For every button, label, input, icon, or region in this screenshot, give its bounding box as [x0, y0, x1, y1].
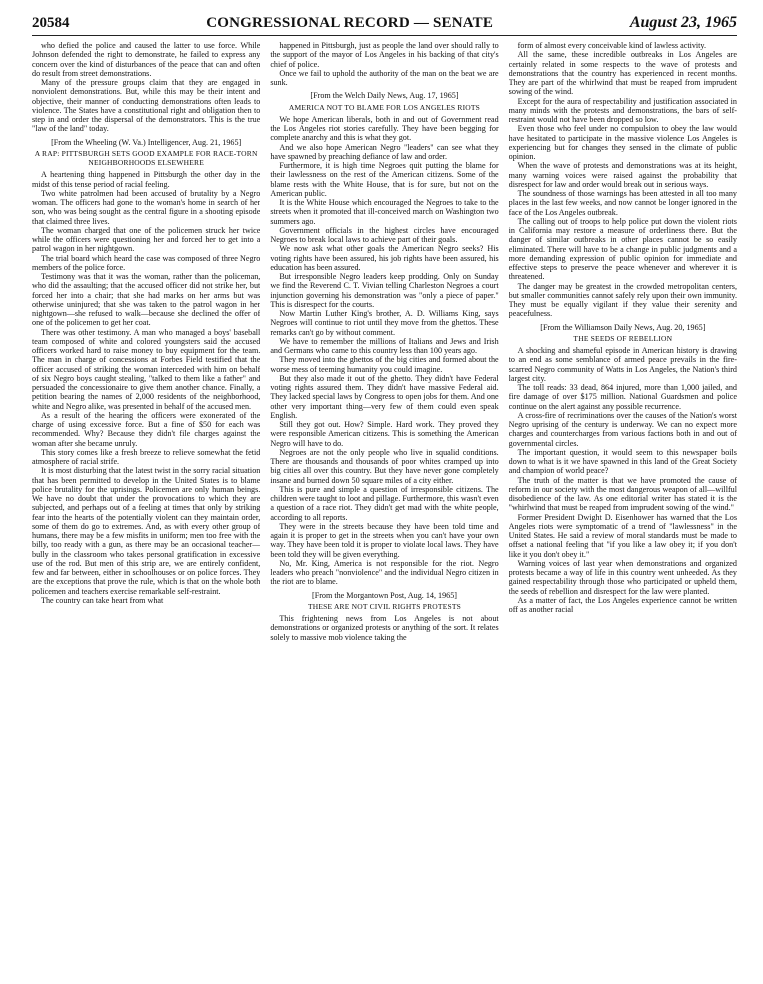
text-columns	[32, 41, 737, 976]
paragraph: The truth of the matter is that we have promoted the cause of reform in our society with the most dangerous weapon of all—willful disobedience of the law. As one editorial writer has stated it is the "whirlwind that must be reaped from imprudent sowing of the wind."	[508, 475, 737, 513]
issue-date: August 23, 1965	[629, 14, 737, 31]
page-number: 20584	[32, 15, 70, 31]
paragraph: The country can take heart from what	[41, 595, 164, 605]
paragraph: Testimony was that it was the woman, rather than the policeman, who did the assaulting; that the accused officer did not strike her, but forced her into a chair; that she had marks on her arms but was otherwise uninjured; that she was taken to the patrol wagon in her nightgown—she refused to walk—because she declined the offer of one of the policemen to get her coat.	[32, 272, 261, 328]
paragraph: This story comes like a fresh breeze to relieve somewhat the fetid atmosphere of racial strife.	[32, 447, 261, 466]
paragraph: A cross-fire of recriminations over the causes of the Nation's worst Negro uprising of the century is underway. We can no expect more charges and countercharges from various factions both in and out of governmental circles.	[508, 410, 737, 448]
paragraph: All the same, these incredible outbreaks in Los Angeles are certainly related in some respects to the wave of protests and demonstrations that the country has experienced in recent months. They are part of the whirlwind that must be reaped from imprudent sowing of the wind.	[508, 50, 737, 97]
source-citation: [From the Wheeling (W. Va.) Intelligencer, Aug. 21, 1965]	[51, 137, 242, 147]
paragraph: We hope American liberals, both in and out of Government read the Los Angeles riot stories carefully. They have been begging for complete anarchy and this is what they got.	[270, 114, 499, 143]
paragraph: The woman charged that one of the policemen struck her twice while the officers were questioning her and forced her to get into a patrol wagon in her nightgown.	[32, 225, 261, 254]
paragraph: The soundness of those warnings has been attested in all too many places in the last few weeks, and now cannot be longer ignored in the face of the Los Angeles outbreak.	[508, 189, 737, 217]
paragraph: And we also hope American Negro "leaders" can see what they have spawned by preaching defiance of law and order.	[270, 142, 499, 161]
paragraph: This is pure and simple a question of irresponsible citizens. The children were taught to loot and pillage. Furthermore, this wasn't even a question of a race riot. They didn't get mad with the white people, according to all reports.	[270, 484, 499, 522]
paragraph: The trial board which heard the case was composed of three Negro members of the police force.	[32, 253, 261, 272]
column-right	[509, 41, 737, 976]
paragraph: Government officials in the highest circles have encouraged Negroes to break local laws to achieve part of their goals.	[270, 225, 499, 244]
article-heading: AMERICA NOT TO BLAME FOR LOS ANGELES RIOTS	[288, 102, 481, 112]
paragraph: They were in the streets because they have been told time and again it is proper to get in the streets when you can't have your own way. They have been told it is proper to violate local laws. They have been told they will be given everything.	[270, 521, 499, 559]
paragraph: Negroes are not the only people who live in squalid conditions. There are thousands and thousands of poor whites cramped up into big cities all over this country. But they have never gone completely insane and burned down 50 square miles of a city either.	[270, 447, 499, 485]
paragraph: There was other testimony. A man who managed a boys' baseball team composed of white and colored youngsters said the accused officers worked hard to raise money to buy equipment for the team. The man in charge of concessions at Forbes Field testified that the officer accused of striking the woman interceded with him on behalf of six Negro boys caught stealing, "talked to them like a father" and persuaded the concessionaire to give them another chance. Finally, a petition bearing the names of 2,000 residents of the neighborhood, white and Negro alike, was presented in behalf of the accused men.	[32, 327, 261, 411]
paragraph: They moved into the ghettos of the big cities and formed about the worse mess of teeming humanity you could imagine.	[270, 355, 499, 374]
paragraph: Many of the pressure groups claim that they are engaged in nonviolent demonstrations. But, while this may be their intent and objective, their manner of conducting demonstrations often leads to violence. The States have a constitutional right and obligation then to step in and order the dispersal of the demonstrators. This is the true "law of the land" today.	[32, 78, 261, 134]
paragraph: Except for the aura of respectability and justification associated in many minds with the protests and demonstrations, the bars of self-restraint would not have been dropped so low.	[508, 96, 737, 124]
source-citation: [From the Morgantown Post, Aug. 14, 1965]	[312, 590, 457, 600]
paragraph: The danger may be greatest in the crowded metropolitan centers, but smaller communities cannot safely rely upon their own immunity. They must be equally vigilant if they value their serenity and peacefulness.	[508, 281, 737, 319]
paragraph: But they also made it out of the ghetto. They didn't have Federal voting rights assured them. They didn't have massive Federal aid. They lacked special laws by Congress to open jobs for them. And one other very important thing—very few of them could even speak English.	[270, 373, 499, 420]
paragraph: When the wave of protests and demonstrations was at its height, many warning voices were raised against the probability that disrespect for law and order would break out in serious ways.	[508, 161, 737, 189]
paragraph: who defied the police and caused the latter to use force. While Johnson defended the right to demonstrate, he failed to express any concern over the kind of disturbances of the peace that can and often do result from street demonstrations.	[32, 41, 261, 78]
column-left	[32, 41, 260, 976]
paragraph: This frightening news from Los Angeles is not about demonstrations or organized protests or anything of the sort. It relates solely to massive mob violence taking the	[270, 614, 499, 642]
paragraph: form of almost every conceivable kind of lawless activity.	[517, 41, 706, 50]
page-header	[32, 14, 737, 36]
column-middle	[270, 41, 498, 976]
article-heading: A RAP: PITTSBURGH SETS GOOD EXAMPLE FOR RACE-TORN NEIGHBORHOODS ELSEWHERE	[34, 148, 258, 167]
paragraph: Now Martin Luther King's brother, A. D. Williams King, says Negroes will continue to riot until they move from the ghettos. These remarks can't go by without comment.	[270, 309, 499, 337]
publication-title: CONGRESSIONAL RECORD — SENATE	[206, 15, 494, 31]
paragraph: As a matter of fact, the Los Angeles experience cannot be written off as another racial	[508, 595, 737, 614]
paragraph: The toll reads: 33 dead, 864 injured, more than 1,000 jailed, and fire damage of over $175 million. National Guardsmen and police continue on the alert against any possible recurrence.	[508, 383, 737, 411]
paragraph: As a result of the hearing the officers were exonerated of the charge of using excessive force. But a fine of $50 for each was recommended. Why? Because they didn't file charges against the woman after she became unruly.	[32, 410, 261, 448]
paragraph: Two white patrolmen had been accused of brutality by a Negro woman. The officers had gone to the woman's home in search of her son, who was being sought as the central figure in a shooting episode that claimed three lives.	[32, 188, 261, 226]
paragraph: The important question, it would seem to this newspaper boils down to what is it we have spawned in this land of the Great Society and champion of world peace?	[508, 447, 737, 476]
paragraph: Even those who feel under no compulsion to obey the law would have hesitated to participate in the massive violence Los Angeles is experiencing but for changes they sensed in the climate of public opinion.	[508, 124, 737, 161]
article-heading: THE SEEDS OF REBELLION	[573, 333, 673, 343]
paragraph: A heartening thing happened in Pittsburgh the other day in the midst of this tense period of racial feeling.	[32, 170, 261, 189]
paragraph: We have to remember the millions of Italians and Jews and Irish and Germans who came to this country less than 100 years ago.	[270, 336, 499, 355]
paragraph: happened in Pittsburgh, just as people the land over should rally to the support of the mayor of Los Angeles in his backing of that city's chief of police.	[270, 41, 499, 69]
paragraph: The calling out of troops to help police put down the violent riots in California may restore a measure of orderliness there. But the danger of similar outbreaks in other places cannot be so easily eliminated. There will have to be a change in public judgments and a more demanding expression of public opinion for immediate and effective steps to preserve the peace whenever and wherever it is threatened.	[508, 216, 737, 282]
paragraph: We now ask what other goals the American Negro seeks? His voting rights have been assured, his job rights have been assured, his education has been assured.	[270, 244, 499, 272]
source-citation: [From the Williamson Daily News, Aug. 20, 1965]	[540, 322, 706, 332]
paragraph: Furthermore, it is high time Negroes quit putting the blame for their lawlessness on the rest of the American citizens. Some of the blame rests with the White House, that is for sure, but not on the American public.	[270, 161, 499, 198]
paragraph: Former President Dwight D. Eisenhower has warned that the Los Angeles riots were symptomatic of a trend of "lawlessness" in the United States. He said a review of moral standards must be made to offset a national feeling that "if you like a law obey it; if you don't like it you don't obey it."	[508, 512, 737, 559]
article-heading: THESE ARE NOT CIVIL RIGHTS PROTESTS	[307, 601, 462, 611]
paragraph: No, Mr. King, America is not responsible for the riot. Negro leaders who preach "nonviolence" and the individual Negro citizen in the riot are to blame.	[270, 558, 499, 587]
paragraph: Still they got out. How? Simple. Hard work. They proved they were responsible American citizens. This is something the American Negro will have to do.	[270, 420, 499, 448]
paragraph: Once we fail to uphold the authority of the man on the beat we are sunk.	[270, 68, 499, 87]
paragraph: A shocking and shameful episode in American history is drawing to an end as some semblance of armed peace prevails in the fire-scarred Negro community of Watts in Los Angeles, the Nation's third largest city.	[508, 346, 737, 383]
source-citation: [From the Welch Daily News, Aug. 17, 1965]	[310, 91, 459, 101]
paragraph: It is most disturbing that the latest twist in the sorry racial situation that has been permitted to develop in the United States is to blame police brutality for the uprisings. Policemen are only human beings. We have no doubt that under the provocations to which they are subjected, and perhaps out of a feeling at times that only by striking fear into the hearts of the potentially violent can they maintain order, some of them do go to extremes. And, as with every other group of humans, there may be a few misfits in uniform; men too free with the billy, too ready with a gun, as there may be an occasional teacher—bully in the classroom who takes personal gratification in excessive use of the rod. But men of this strip are, we are entirely confident, few and far between, either in schoolhouses or on police forces. They are the exceptions that prove the rule, which is that on the whole both policemen and teachers exercise remarkable self-restraint.	[32, 466, 261, 596]
paragraph: Warning voices of last year when demonstrations and organized protests became a way of life in this country went unheeded. As they gained respectability through those who participated or upheld them, the seeds of rebellion and disrespect for the law were planted.	[508, 558, 737, 596]
paragraph: But irresponsible Negro leaders keep prodding. Only on Sunday we find the Reverend C. T. Vivian telling Charleston Negroes a court injunction governing his demonstration was "only a piece of paper." This is disrespect for the courts.	[270, 272, 499, 309]
paragraph: It is the White House which encouraged the Negroes to take to the streets when it promoted that ill-conceived march on Washington two summers ago.	[270, 198, 499, 226]
